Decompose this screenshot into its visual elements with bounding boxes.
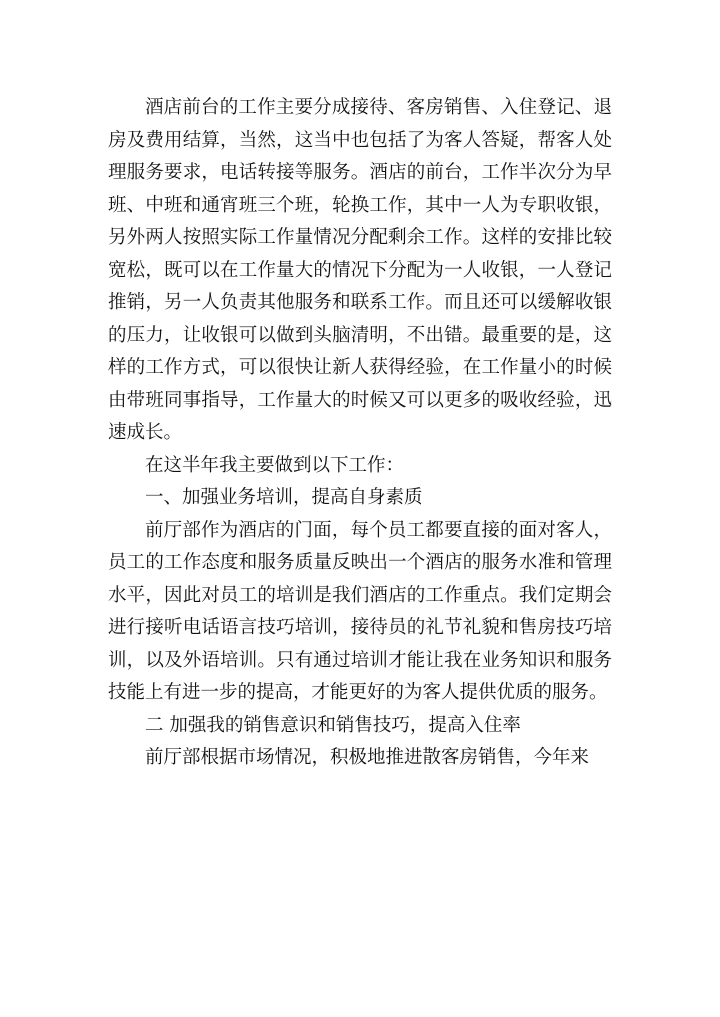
section-heading-training: 一、加强业务培训，提高自身素质 [145, 487, 423, 508]
paragraph-sales: 前厅部根据市场情况，积极地推进散客房销售，今年来 [145, 747, 590, 768]
paragraph-training: 前厅部作为酒店的门面，每个员工都要直接的面对客人，员工的工作态度和服务质量反映出一个酒店的服务水准和管理水平，因此对员工的培训是我们酒店的工作重点。我们定期会进行接听电话语言技巧培训，接待员的礼节礼貌和售房技巧培训，以及外语培训。只有通过培训才能让我在业务知识和服务技能上有进一步的提高，才能更好的为客人提供优质的服务。 [108, 519, 612, 703]
document-body [108, 92, 612, 775]
paragraph-work-intro: 在这半年我主要做到以下工作： [145, 454, 405, 476]
paragraph-front-desk-overview: 酒店前台的工作主要分成接待、客房销售、入住登记、退房及费用结算，当然，这当中也包括了为客人答疑，帮客人处理服务要求，电话转接等服务。酒店的前台，工作半次分为早班、中班和通宵班三个班，轮换工作，其中一人为专职收银，另外两人按照实际工作量情况分配剩余工作。这样的安排比较宽松，既可以在工作量大的情况下分配为一人收银，一人登记推销，另一人负责其他服务和联系工作。而且还可以缓解收银的压力，让收银可以做到头脑清明，不出错。最重要的是，这样的工作方式，可以很快让新人获得经验，在工作量小的时候由带班同事指导，工作量大的时候又可以更多的吸收经验，迅速成长。 [108, 97, 612, 443]
section-heading-sales: 二 加强我的销售意识和销售技巧，提高入住率 [145, 714, 521, 736]
